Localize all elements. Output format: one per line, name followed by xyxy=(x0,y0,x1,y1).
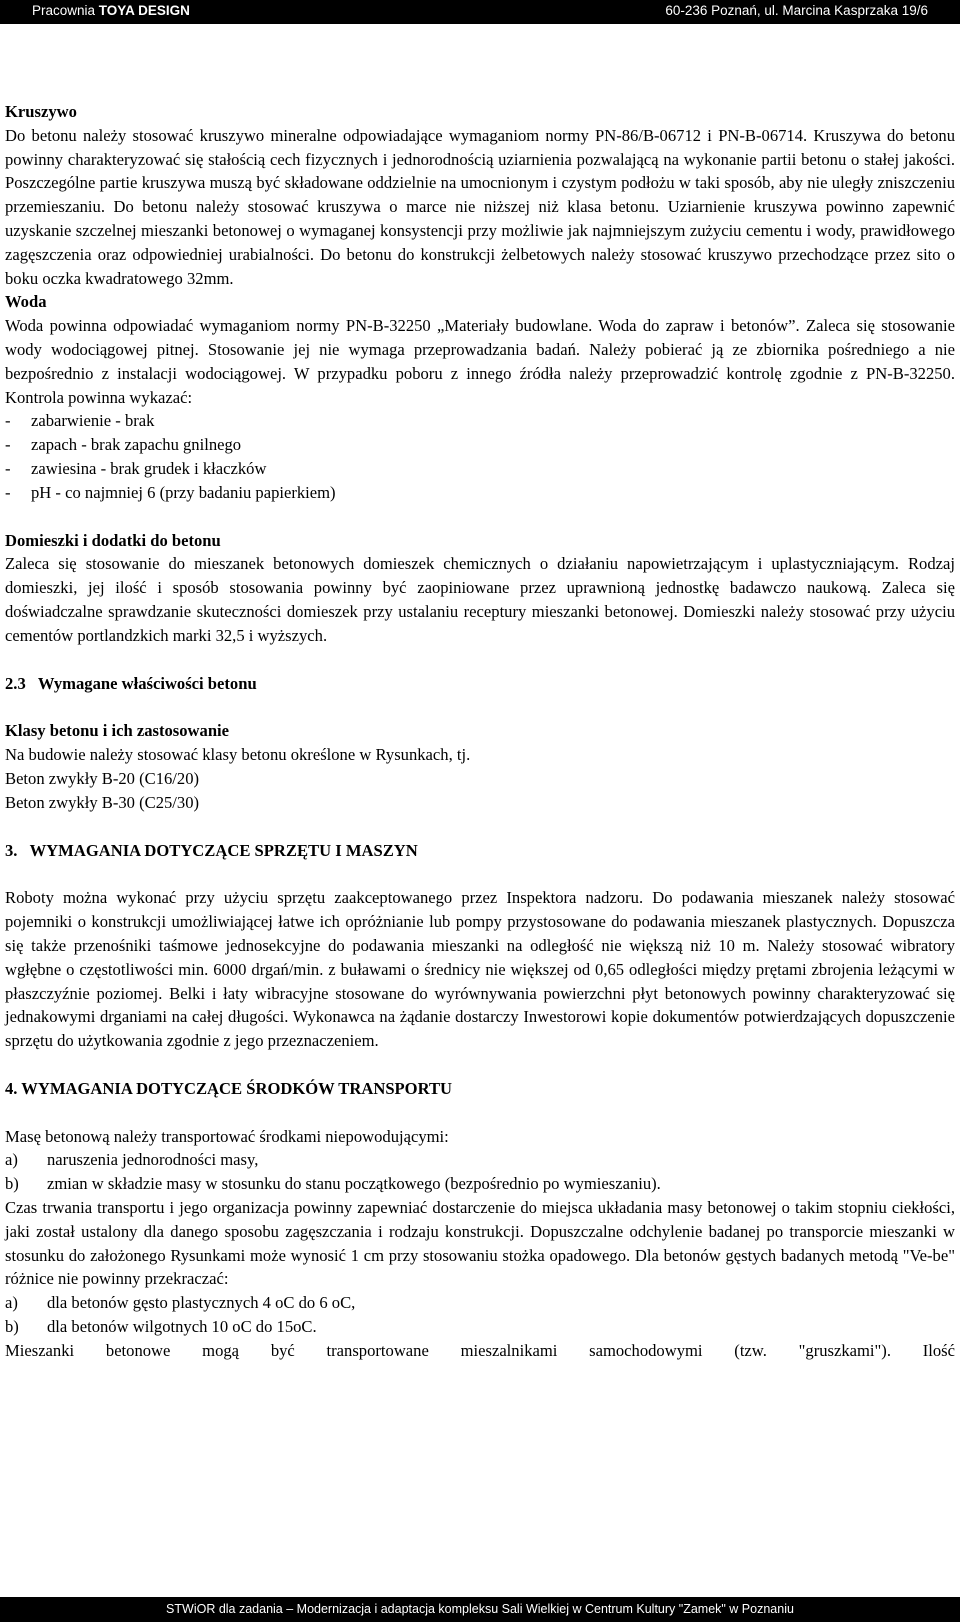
list-item: b) dla betonów wilgotnych 10 oC do 15oC. xyxy=(5,1317,317,1337)
paragraph-woda: Woda powinna odpowiadać wymaganiom normy PN-B-32250 „Materiały budowlane. Woda do zapraw i betonów”. Zaleca się stosowanie wody wodociągowej pitnej. Stosowanie jej nie wymaga przeprowadzania badań. Należy pobierać ją ze zbiornika pośredniego a nie bezpośrednio z instalacji wodociągowej. W przypadku poboru z innego źródła należy przeprowadzić kontrolę zgodnie z PN-B-32250. Kontrola powinna wykazać: xyxy=(5,316,955,407)
klasy-line: Na budowie należy stosować klasy betonu określone w Rysunkach, tj. xyxy=(5,745,471,765)
list-item: b) zmian w składzie masy w stosunku do stanu początkowego (bezpośrednio po wymieszaniu). xyxy=(5,1174,661,1194)
heading-section-2-3: 2.3 Wymagane właściwości betonu xyxy=(5,673,257,693)
klasy-line: Beton zwykły B-30 (C25/30) xyxy=(5,792,200,812)
list-item: - zapach - brak zapachu gnilnego xyxy=(5,435,242,455)
klasy-line: Beton zwykły B-20 (C16/20) xyxy=(5,768,200,788)
paragraph-section-3: Roboty można wykonać przy użyciu sprzętu zaakceptowanego przez Inspektora nadzoru. Do podawania mieszanek należy stosować pojemniki o konstrukcji umożliwiającej łatwe ich opróżnianie lub pompy przystosowane do podawania mieszanek plastycznych. Dopuszcza się także przenośniki taśmowe jednosekcyjne do podawania mieszanki na odległość nie większą niż 10 m. Należy stosować wibratory wgłębne o częstotliwości min. 6000 drgań/min. z buławami o średnicy nie większej od 0,65 odległości między prętami zbrojenia leżącymi w płaszczyźnie poziomej. Belki i łaty wibracyjne stosowane do wyrównywania powierzchni płyt betonowych powinny charakteryzować się jednakowymi drganiami na całej długości. Wykonawca na żądanie dostarczy Inwestorowi kopie dokumentów potwierdzających dopuszczenie sprzętu do użytkowania zgodnie z jego przeznaczeniem. xyxy=(5,888,955,1051)
list-item: - pH - co najmniej 6 (przy badaniu papierkiem) xyxy=(5,482,336,502)
heading-section-3: 3. WYMAGANIA DOTYCZĄCE SPRZĘTU I MASZYN xyxy=(5,840,418,860)
list-item: a) naruszenia jednorodności masy, xyxy=(5,1150,259,1170)
paragraph-section-4-intro: Masę betonową należy transportować środkami niepowodującymi: xyxy=(5,1126,449,1146)
paragraph-kruszywo: Do betonu należy stosować kruszywo mineralne odpowiadające wymaganiom normy PN-86/B-06712 i PN-B-06714. Kruszywa do betonu powinny charakteryzować się stałością cech fizycznych i jednorodnością uziarnienia pozwalającą na wykonanie partii betonu o stałej jakości. Poszczególne partie kruszywa muszą być składowane oddzielnie na umocnionym i czystym podłożu w taki sposób, aby nie uległy zniszczeniu przemieszaniu. Do betonu należy stosować kruszywa o marce nie niższej niż klasa betonu. Uziarnienie kruszywa powinno zapewnić uzyskanie szczelnej mieszanki betonowej o wymaganej konsystencji przy możliwie jak najmniejszym zużyciu cementu i wody, prawidłowego zagęszczenia oraz odpowiedniej urabialności. Do betonu do konstrukcji żelbetowych należy stosować kruszywo przechodzące przez sito o boku oczka kwadratowego 32mm. xyxy=(5,125,955,288)
list-item: - zawiesina - brak grudek i kłaczków xyxy=(5,458,267,478)
heading-klasy: Klasy betonu i ich zastosowanie xyxy=(5,721,230,741)
paragraph-domieszki: Zaleca się stosowanie do mieszanek betonowych domieszek chemicznych o działaniu napowietrzającym i uplastyczniającym. Rodzaj domieszki, jej ilość i sposób stosowania powinny być zaopiniowane przez uprawnioną jednostkę badawczo naukową. Zaleca się doświadczalne sprawdzanie skuteczności domieszek przy ustalaniu receptury mieszanki betonowej. Domieszki należy stosować przy użyciu cementów portlandzkich marki 32,5 i wyższych. xyxy=(5,554,955,645)
paragraph-section-4-last: Mieszanki betonowe mogą być transportowane mieszalnikami samochodowymi (tzw. "gruszkami"). Ilość xyxy=(5,1340,955,1360)
document-body xyxy=(5,100,955,1363)
paragraph-section-4: Czas trwania transportu i jego organizacja powinny zapewniać dostarczenie do miejsca układania masy betonowej o takim stopniu ciekłości, jaki został ustalony dla danego sposobu zagęszczania i rodzaju konstrukcji. Dopuszczalne odchylenie badanej po transporcie mieszanki w stosunku do założonego Rysunkami może wynosić 1 cm przy stosowaniu stożka opadowego. Dla betonów gęstych badanych metodą "Ve-be" różnice nie powinny przekraczać: xyxy=(5,1198,955,1289)
company-name: TOYA DESIGN xyxy=(98,3,190,18)
heading-kruszywo: Kruszywo xyxy=(5,102,77,121)
header-company: Pracownia TOYA DESIGN xyxy=(32,3,190,18)
heading-woda: Woda xyxy=(5,292,47,312)
page-header xyxy=(0,0,960,24)
page-footer: STWiOR dla zadania – Modernizacja i adaptacja kompleksu Sali Wielkiej w Centrum Kultury "Zamek" w Poznaniu xyxy=(0,1597,960,1622)
list-item: - zabarwienie - brak xyxy=(5,411,155,431)
heading-domieszki: Domieszki i dodatki do betonu xyxy=(5,530,221,550)
heading-section-4: 4. WYMAGANIA DOTYCZĄCE ŚRODKÓW TRANSPORTU xyxy=(5,1078,453,1098)
header-address: 60-236 Poznań, ul. Marcina Kasprzaka 19/6 xyxy=(665,3,928,18)
list-item: a) dla betonów gęsto plastycznych 4 oC do 6 oC, xyxy=(5,1293,356,1313)
